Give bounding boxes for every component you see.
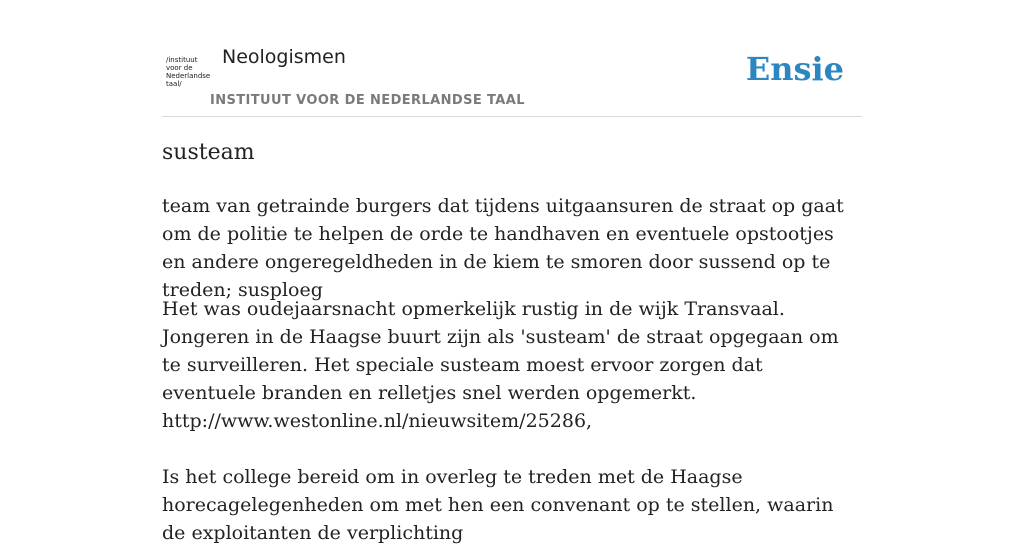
page bbox=[162, 0, 862, 544]
ensie-logo[interactable]: Ensie bbox=[745, 50, 844, 88]
example-source: http://www.westonline.nl/nieuwsitem/25286, bbox=[162, 410, 593, 432]
institute-logo[interactable]: /instituut voor de Nederlandse taal/ bbox=[166, 56, 211, 88]
definition: team van getrainde burgers dat tijdens uitgaansuren de straat op gaat om de politie te helpen de orde te handhaven en eventuele opstootjes en andere ongeregeldheden in de kiem te smoren door sussend op te treden; susploeg bbox=[162, 195, 844, 301]
institute-name: INSTITUUT VOOR DE NEDERLANDSE TAAL bbox=[210, 93, 525, 108]
example-quote: Het was oudejaarsnacht opmerkelijk rustig in de wijk Transvaal. Jongeren in de Haagse buurt zijn als 'susteam' de straat opgegaan om te surveilleren. Het speciale susteam moest ervoor zorgen dat eventuele branden en relletjes snel werden opgemerkt. bbox=[162, 298, 839, 404]
site-title[interactable]: Neologismen bbox=[222, 46, 346, 68]
example-quote: Is het college bereid om in overleg te treden met de Haagse horecagelegenheden om met hen een convenant op te stellen, waarin de exploitanten de verplichting bbox=[162, 466, 834, 544]
examples bbox=[162, 295, 862, 547]
header bbox=[162, 0, 862, 117]
spacer bbox=[162, 435, 862, 463]
headword: susteam bbox=[162, 140, 255, 165]
